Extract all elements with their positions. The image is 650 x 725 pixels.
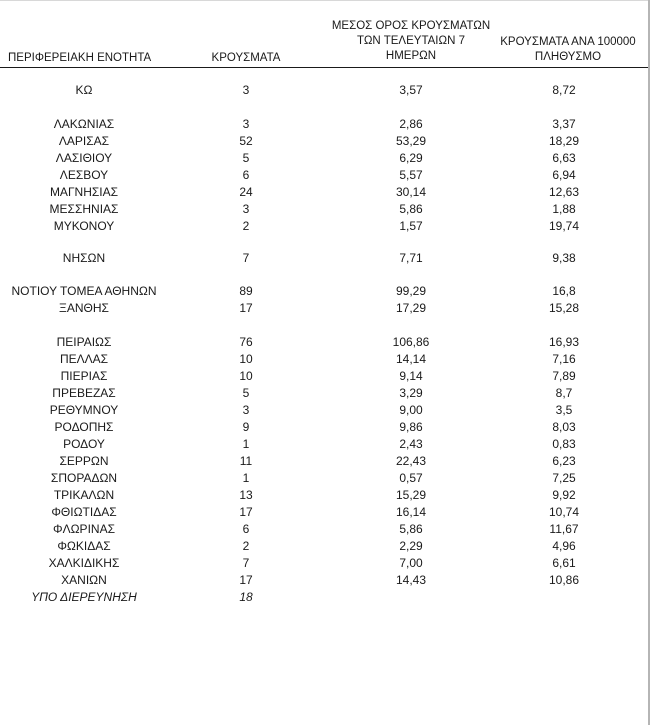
region-cell: ΡΕΘΥΜΝΟΥ <box>49 403 119 417</box>
region-cell: ΠΡΕΒΕΖΑΣ <box>52 386 116 400</box>
region-cell: ΜΑΓΝΗΣΙΑΣ <box>49 185 119 199</box>
region-cell: ΦΘΙΩΤΙΔΑΣ <box>51 505 117 519</box>
region-cell: ΠΕΙΡΑΙΩΣ <box>56 335 112 349</box>
table-row <box>0 538 648 555</box>
per100k-cell: 8,72 <box>552 83 576 97</box>
region-cell: ΠΕΛΛΑΣ <box>59 352 109 366</box>
table-row <box>0 470 648 487</box>
cases-cell: 6 <box>242 168 250 182</box>
per100k-cell: 19,74 <box>548 219 580 233</box>
avg7-cell: 30,14 <box>395 185 427 199</box>
avg7-cell: 14,43 <box>395 573 427 587</box>
avg7-cell: 7,71 <box>399 251 423 265</box>
table-row <box>0 82 648 99</box>
header-avg7-line1: ΜΕΣΟΣ ΟΡΟΣ ΚΡΟΥΣΜΑΤΩΝ <box>331 20 491 32</box>
per100k-cell: 9,38 <box>552 251 576 265</box>
under-investigation-row <box>0 589 648 606</box>
avg7-cell: 2,43 <box>399 437 423 451</box>
cases-cell: 89 <box>239 284 253 298</box>
table-row <box>0 300 648 317</box>
cases-cell: 3 <box>242 403 250 417</box>
avg7-cell: 16,14 <box>395 505 427 519</box>
under-investigation-label: ΥΠΟ ΔΙΕΡΕΥΝΗΣΗ <box>31 590 137 604</box>
cases-cell: 76 <box>239 335 253 349</box>
region-cell: ΝΟΤΙΟΥ ΤΟΜΕΑ ΑΘΗΝΩΝ <box>11 284 157 298</box>
table-row <box>0 487 648 504</box>
avg7-cell: 9,00 <box>399 403 423 417</box>
region-cell: ΜΥΚΟΝΟΥ <box>53 219 115 233</box>
per100k-cell: 7,89 <box>552 369 576 383</box>
per100k-cell: 7,16 <box>552 352 576 366</box>
header-avg7 <box>316 19 506 64</box>
header-per100k-line1: ΚΡΟΥΣΜΑΤΑ ΑΝΑ 100000 <box>500 36 636 48</box>
table-row <box>0 334 648 351</box>
per100k-cell: 16,8 <box>552 284 576 298</box>
header-cases: ΚΡΟΥΣΜΑΤΑ <box>211 52 281 64</box>
table-row <box>0 184 648 201</box>
avg7-cell: 3,29 <box>399 386 423 400</box>
table-row <box>0 453 648 470</box>
header-per100k <box>488 35 648 65</box>
per100k-cell: 15,28 <box>548 301 580 315</box>
cases-cell: 6 <box>242 522 250 536</box>
region-cell: ΤΡΙΚΑΛΩΝ <box>53 488 115 502</box>
avg7-cell: 15,29 <box>395 488 427 502</box>
per100k-cell: 3,5 <box>555 403 573 417</box>
avg7-cell: 106,86 <box>392 335 430 349</box>
per100k-cell: 6,94 <box>552 168 576 182</box>
under-investigation-cases: 18 <box>239 590 253 604</box>
table-row <box>0 368 648 385</box>
region-cell: ΡΟΔΟΥ <box>63 437 105 451</box>
avg7-cell: 14,14 <box>395 352 427 366</box>
per100k-cell: 10,74 <box>548 505 580 519</box>
region-cell: ΛΑΣΙΘΙΟΥ <box>55 151 113 165</box>
region-cell: ΦΩΚΙΔΑΣ <box>57 539 111 553</box>
table-row <box>0 133 648 150</box>
table-row <box>0 116 648 133</box>
table-row <box>0 419 648 436</box>
avg7-cell: 6,29 <box>399 151 423 165</box>
per100k-cell: 12,63 <box>548 185 580 199</box>
header-avg7-line2: ΤΩΝ ΤΕΛΕΥΤΑΙΩΝ 7 <box>357 35 465 47</box>
cases-cell: 1 <box>242 437 250 451</box>
cases-cell: 3 <box>242 83 250 97</box>
avg7-cell: 99,29 <box>395 284 427 298</box>
cases-cell: 7 <box>242 556 250 570</box>
cases-cell: 10 <box>239 352 253 366</box>
table-row <box>0 250 648 267</box>
cases-cell: 7 <box>242 251 250 265</box>
table-row <box>0 218 648 235</box>
cases-cell: 11 <box>239 454 253 468</box>
cases-cell: 5 <box>242 386 250 400</box>
cases-cell: 3 <box>242 117 250 131</box>
region-cell: ΚΩ <box>75 83 93 97</box>
table-row <box>0 150 648 167</box>
cases-cell: 2 <box>242 219 250 233</box>
header-avg7-line3: ΗΜΕΡΩΝ <box>385 50 437 62</box>
region-cell: ΣΕΡΡΩΝ <box>59 454 109 468</box>
per100k-cell: 6,63 <box>552 151 576 165</box>
avg7-cell: 5,86 <box>399 202 423 216</box>
per100k-cell: 16,93 <box>548 335 580 349</box>
region-cell: ΧΑΝΙΩΝ <box>61 573 107 587</box>
avg7-cell: 0,57 <box>399 471 423 485</box>
table-row <box>0 385 648 402</box>
region-cell: ΡΟΔΟΠΗΣ <box>54 420 114 434</box>
avg7-cell: 5,86 <box>399 522 423 536</box>
cases-cell: 17 <box>239 573 253 587</box>
per100k-cell: 6,23 <box>552 454 576 468</box>
per100k-cell: 6,61 <box>552 556 576 570</box>
per100k-cell: 8,03 <box>552 420 576 434</box>
avg7-cell: 1,57 <box>399 219 423 233</box>
cases-cell: 17 <box>239 505 253 519</box>
per100k-cell: 0,83 <box>552 437 576 451</box>
per100k-cell: 1,88 <box>552 202 576 216</box>
cases-cell: 13 <box>239 488 253 502</box>
per100k-cell: 8,7 <box>555 386 573 400</box>
avg7-cell: 2,86 <box>399 117 423 131</box>
table-row <box>0 504 648 521</box>
avg7-cell: 17,29 <box>395 301 427 315</box>
cases-cell: 52 <box>239 134 253 148</box>
region-cell: ΞΑΝΘΗΣ <box>59 301 109 315</box>
per100k-cell: 9,92 <box>552 488 576 502</box>
cases-cell: 10 <box>239 369 253 383</box>
table-row <box>0 572 648 589</box>
table-row <box>0 351 648 368</box>
per100k-cell: 18,29 <box>548 134 580 148</box>
per100k-cell: 4,96 <box>552 539 576 553</box>
cases-cell: 3 <box>242 202 250 216</box>
region-cell: ΠΙΕΡΙΑΣ <box>60 369 108 383</box>
frame-top-border <box>0 0 650 1</box>
header-per100k-line2: ΠΛΗΘΥΣΜΟ <box>534 51 602 63</box>
table-row <box>0 167 648 184</box>
avg7-cell: 53,29 <box>395 134 427 148</box>
avg7-cell: 9,14 <box>399 369 423 383</box>
per100k-cell: 10,86 <box>548 573 580 587</box>
table-row <box>0 283 648 300</box>
cases-cell: 24 <box>239 185 253 199</box>
cases-cell: 1 <box>242 471 250 485</box>
cases-cell: 9 <box>242 420 250 434</box>
avg7-cell: 22,43 <box>395 454 427 468</box>
region-cell: ΛΕΣΒΟΥ <box>59 168 109 182</box>
avg7-cell: 9,86 <box>399 420 423 434</box>
cases-cell: 2 <box>242 539 250 553</box>
region-cell: ΦΛΩΡΙΝΑΣ <box>53 522 115 536</box>
region-cell: ΛΑΡΙΣΑΣ <box>58 134 110 148</box>
region-cell: ΝΗΣΩΝ <box>62 251 106 265</box>
table-row <box>0 555 648 572</box>
avg7-cell: 7,00 <box>399 556 423 570</box>
avg7-cell: 5,57 <box>399 168 423 182</box>
cases-cell: 5 <box>242 151 250 165</box>
header-region: ΠΕΡΙΦΕΡΕΙΑΚΗ ΕΝΟΤΗΤΑ <box>8 52 152 64</box>
cases-cell: 17 <box>239 301 253 315</box>
region-cell: ΣΠΟΡΑΔΩΝ <box>50 471 118 485</box>
table-row <box>0 436 648 453</box>
table-row <box>0 402 648 419</box>
avg7-cell: 3,57 <box>399 83 423 97</box>
region-cell: ΜΕΣΣΗΝΙΑΣ <box>49 202 119 216</box>
region-cell: ΛΑΚΩΝΙΑΣ <box>53 117 115 131</box>
per100k-cell: 11,67 <box>549 522 579 536</box>
per100k-cell: 3,37 <box>552 117 576 131</box>
region-cell: ΧΑΛΚΙΔΙΚΗΣ <box>48 556 120 570</box>
header-underline <box>0 67 648 68</box>
per100k-cell: 7,25 <box>552 471 576 485</box>
avg7-cell: 2,29 <box>399 539 423 553</box>
table-row <box>0 521 648 538</box>
table-row <box>0 201 648 218</box>
